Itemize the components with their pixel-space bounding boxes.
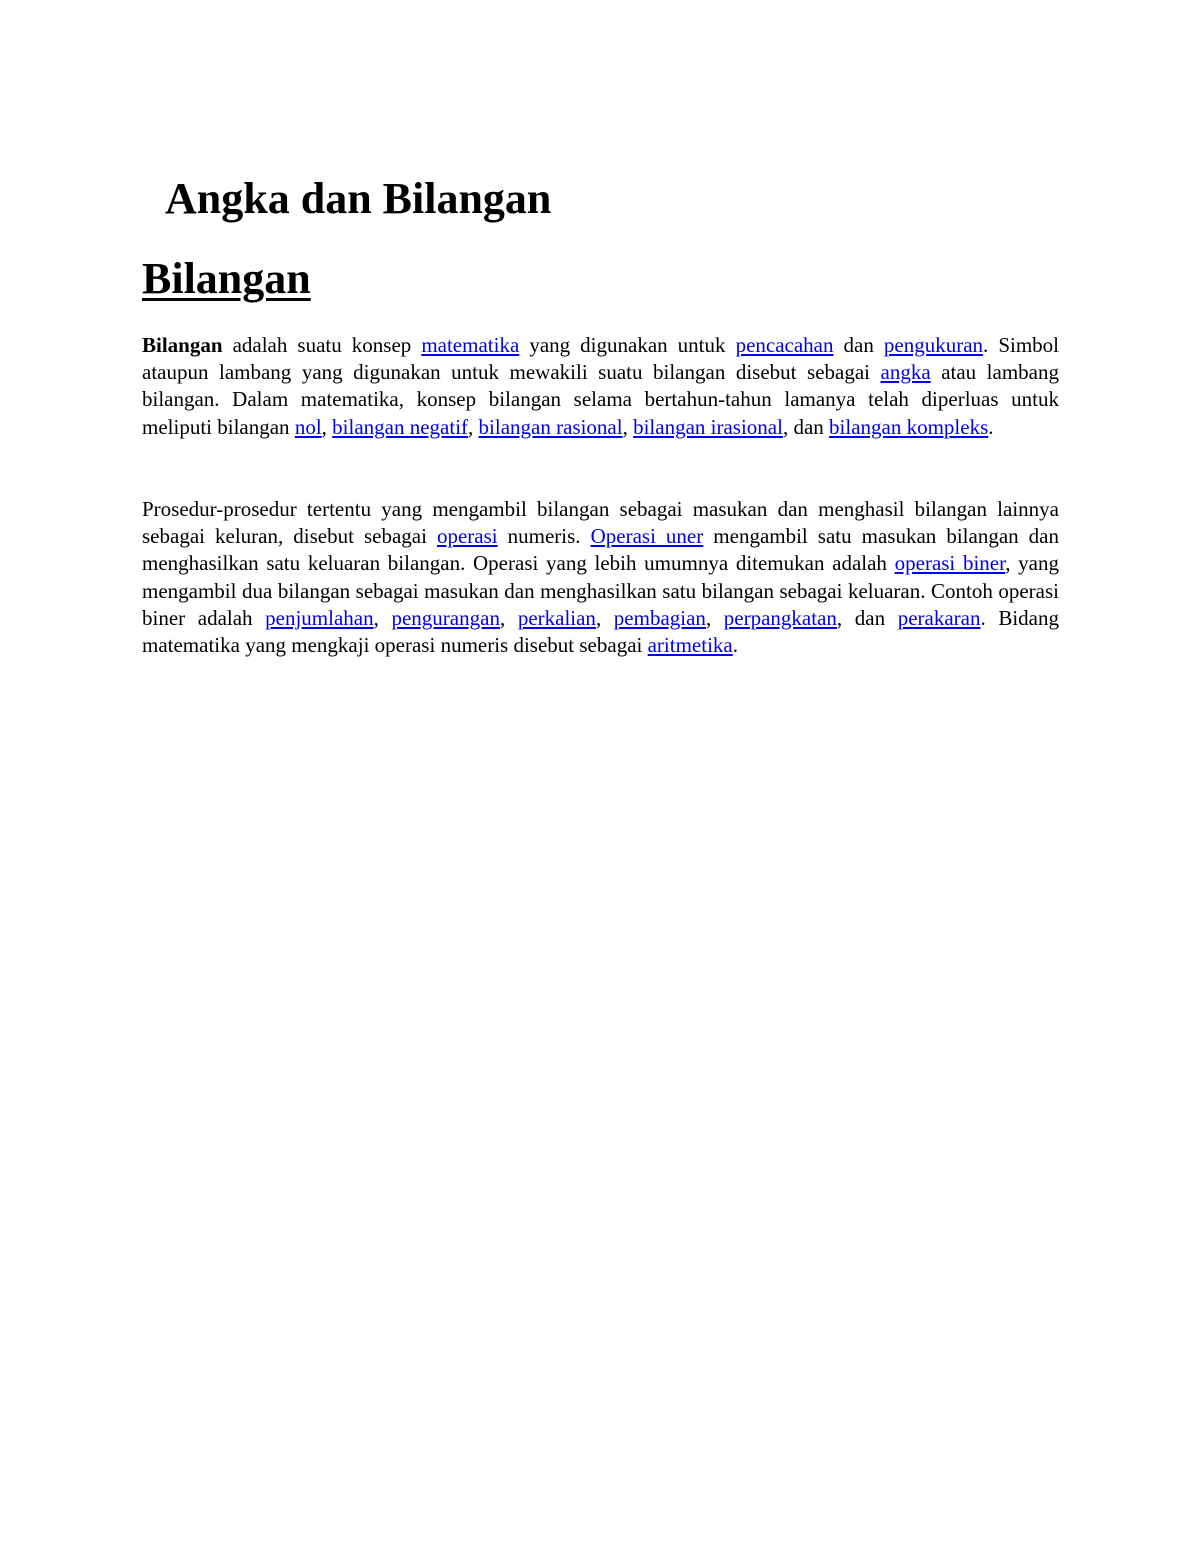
text-run: , — [622, 414, 634, 439]
text-run: . — [988, 414, 994, 439]
link-bilangan-kompleks[interactable]: bilangan kompleks — [829, 414, 989, 439]
link-operasi-biner[interactable]: operasi biner — [894, 551, 1006, 576]
link-nol[interactable]: nol — [294, 414, 322, 439]
link-operasi-uner[interactable]: Operasi uner — [590, 524, 704, 549]
text-run: atau lambang bilangan. Dalam matematika, konsep bilangan selama bertahun-tahun lamanya telah diperluas untuk meliputi bilangan — [142, 360, 1059, 439]
link-perkalian[interactable]: perkalian — [517, 605, 596, 630]
link-pencacahan[interactable]: pencacahan — [735, 333, 834, 357]
link-perakaran[interactable]: perakaran — [897, 605, 981, 630]
link-pengukuran[interactable]: pengukuran — [883, 333, 984, 357]
text-run: , dan — [782, 414, 830, 439]
section-heading: Bilangan — [142, 254, 311, 303]
text-run: Prosedur-prosedur tertentu yang mengambil bilangan sebagai masukan dan menghasil bilangan lainnya sebagai keluran, disebut sebagai — [142, 497, 1059, 549]
text-run: , — [499, 605, 518, 630]
text-run: , yang mengambil dua bilangan sebagai masukan dan menghasilkan satu bilangan sebagai keluaran. Contoh operasi biner adalah — [142, 551, 1059, 630]
lead-term: Bilangan — [142, 333, 223, 357]
text-run: , dan — [836, 605, 898, 630]
text-run: . Simbol ataupun lambang yang digunakan untuk mewakili suatu bilangan disebut sebagai — [142, 333, 1059, 385]
link-bilangan-irasional[interactable]: bilangan irasional — [633, 414, 783, 439]
paragraph-operations — [142, 496, 1059, 659]
text-run: . — [732, 633, 738, 658]
link-operasi[interactable]: operasi — [436, 524, 498, 549]
link-aritmetika[interactable]: aritmetika — [647, 633, 733, 658]
link-penjumlahan[interactable]: penjumlahan — [265, 605, 374, 630]
text-run: , — [321, 414, 333, 439]
text-run: , — [468, 414, 479, 439]
text-run: numeris. — [497, 524, 591, 549]
document-title: Angka dan Bilangan — [165, 174, 552, 223]
text-run: mengambil satu masukan bilangan dan menghasilkan satu keluaran bilangan. Operasi yang lebih umumnya ditemukan adalah — [142, 524, 1059, 576]
link-bilangan-rasional[interactable]: bilangan rasional — [478, 414, 623, 439]
text-run: , — [373, 605, 392, 630]
text-run: , — [595, 605, 614, 630]
link-bilangan-negatif[interactable]: bilangan negatif — [332, 414, 469, 439]
link-matematika[interactable]: matematika — [421, 333, 520, 357]
text-run: yang digunakan untuk — [519, 333, 736, 357]
text-run: adalah suatu konsep — [222, 333, 422, 357]
link-angka[interactable]: angka — [880, 360, 931, 385]
link-pengurangan[interactable]: pengurangan — [391, 605, 500, 630]
link-pembagian[interactable]: pembagian — [613, 605, 706, 630]
text-run: , — [705, 605, 724, 630]
link-perpangkatan[interactable]: perpangkatan — [723, 605, 837, 630]
text-run: dan — [833, 333, 884, 357]
text-run: . Bidang matematika yang mengkaji operasi numeris disebut sebagai — [142, 605, 1060, 658]
paragraph-definition — [142, 332, 1059, 441]
